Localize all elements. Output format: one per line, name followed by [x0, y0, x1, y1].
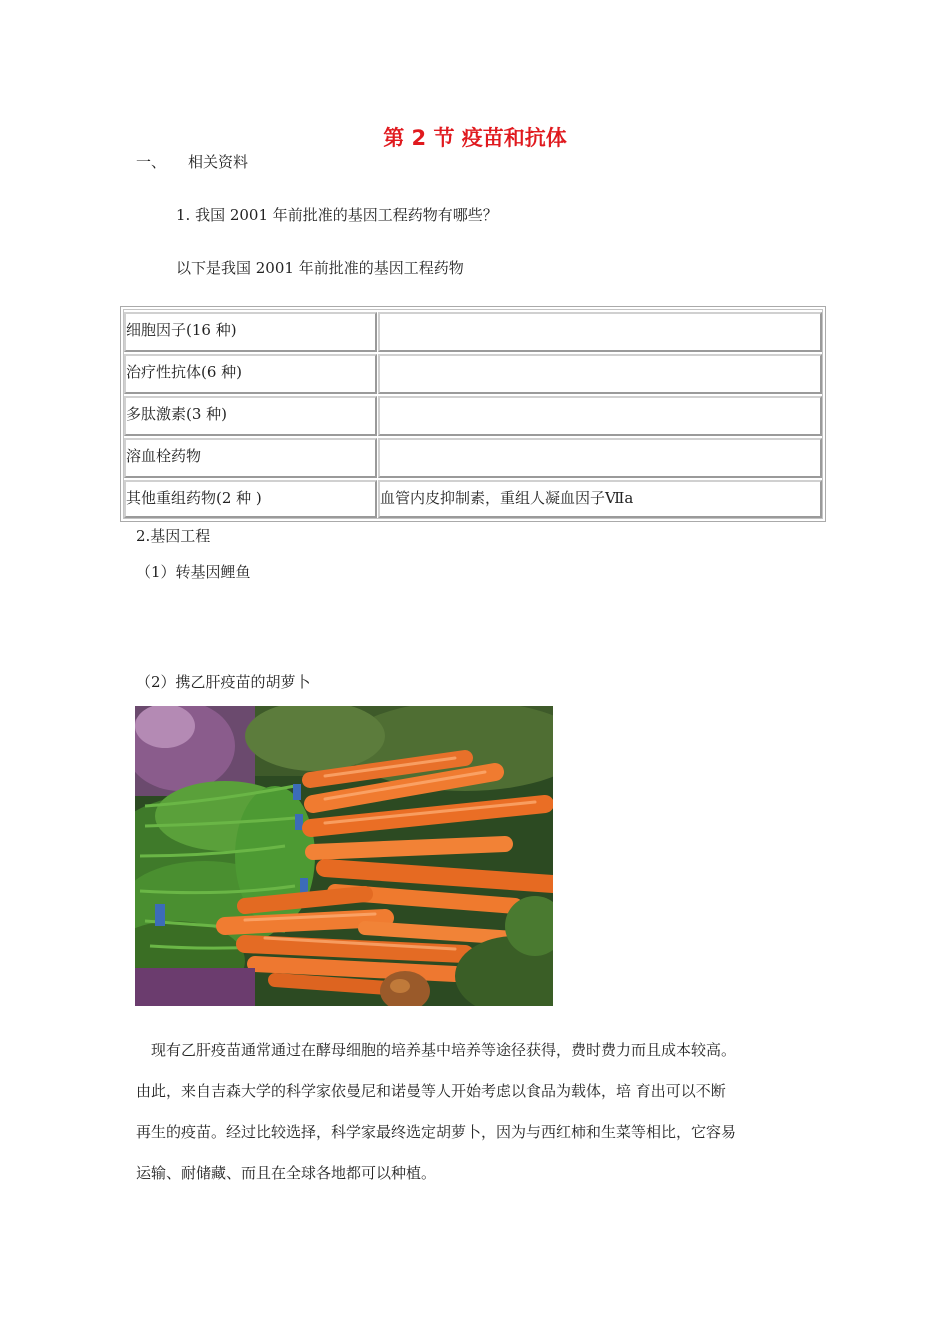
paragraph-line: 再生的疫苗。经过比较选择，科学家最终选定胡萝卜，因为与西红柿和生菜等相比，它容易 — [136, 1123, 737, 1141]
question-1: 1. 我国 2001 年前批准的基因工程药物有哪些？ — [176, 206, 498, 224]
section-label: 相关资料 — [188, 153, 249, 171]
page-title: 第 2 节 疫苗和抗体 — [383, 126, 567, 150]
body-paragraph — [136, 1030, 826, 1194]
table-cell-label: 多肽激素(3 种) — [124, 396, 377, 436]
section-heading-2: 2.基因工程 — [136, 527, 211, 545]
subheading-transgenic-carp: （1）转基因鲤鱼 — [136, 563, 251, 581]
table-cell-value — [378, 354, 822, 394]
paragraph-line: 由此，来自吉森大学的科学家依曼尼和诺曼等人开始考虑以食品为载体，培 育出可以不断 — [136, 1082, 726, 1100]
table-cell-value — [378, 396, 822, 436]
table-cell-label: 其他重组药物(2 种 ) — [124, 480, 377, 518]
table-cell-label: 治疗性抗体(6 种) — [124, 354, 377, 394]
carrot-photo — [135, 706, 553, 1006]
table-cell-label: 细胞因子(16 种) — [124, 312, 377, 352]
section-number: 一、 — [136, 153, 167, 171]
section-heading-1 — [136, 152, 248, 172]
table-cell-value: 血管内皮抑制素，重组人凝血因子Ⅶa — [378, 480, 822, 518]
paragraph-line: 现有乙肝疫苗通常通过在酵母细胞的培养基中培养等途径获得，费时费力而且成本较高。 — [136, 1041, 737, 1059]
table-intro: 以下是我国 2001 年前批准的基因工程药物 — [176, 259, 464, 277]
table-cell-label: 溶血栓药物 — [124, 438, 377, 478]
table-cell-value — [378, 438, 822, 478]
table-cell-value — [378, 312, 822, 352]
subheading-vaccine-carrot: （2）携乙肝疫苗的胡萝卜 — [136, 673, 311, 691]
paragraph-line: 运输、耐储藏、而且在全球各地都可以种植。 — [136, 1164, 437, 1182]
